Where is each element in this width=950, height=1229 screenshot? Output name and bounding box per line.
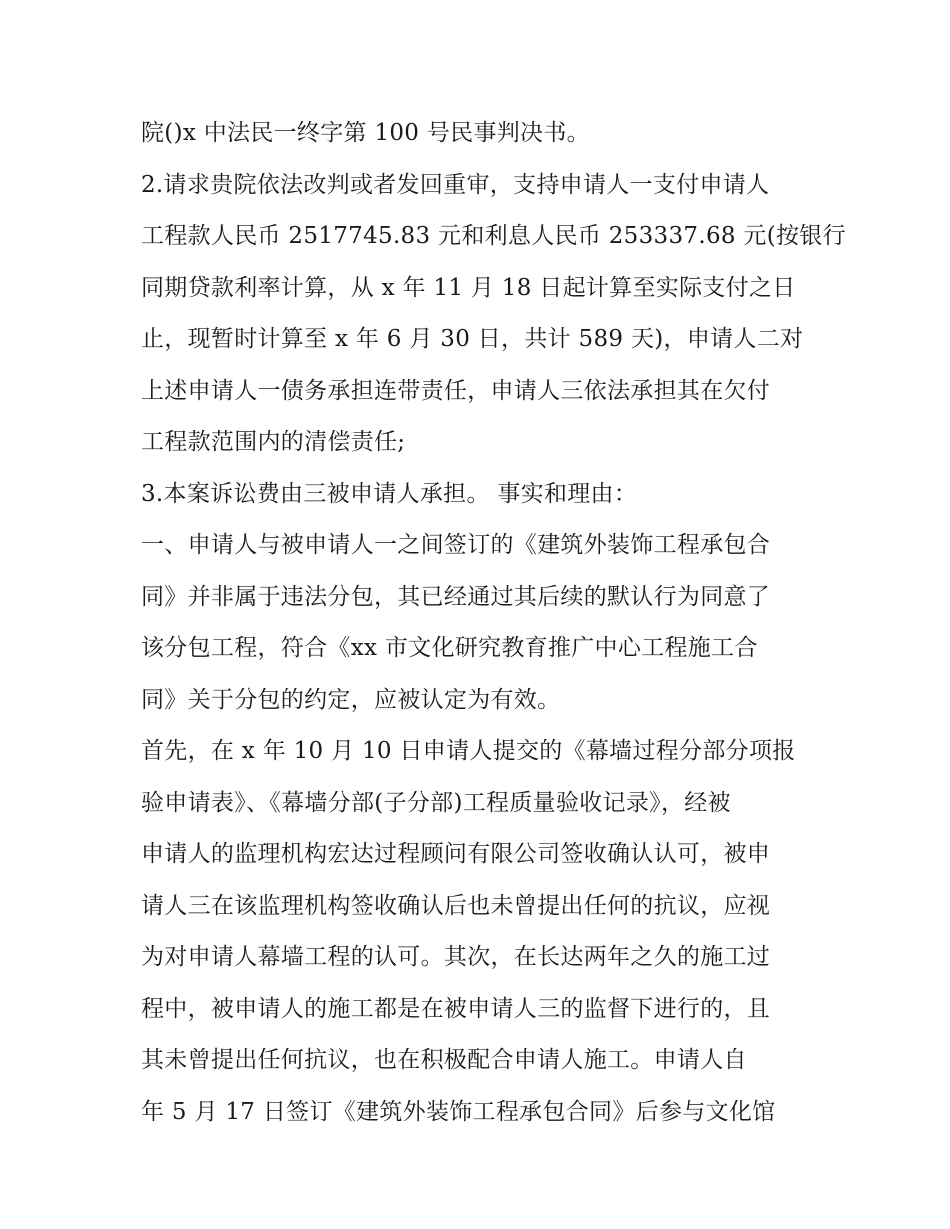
text-line: 请人三在该监理机构签收确认后也未曾提出任何的抗议，应视	[141, 892, 771, 919]
text-line: 同期贷款利率计算，从 x 年 11 月 18 日起计算至实际支付之日	[141, 274, 796, 301]
text-line: 上述申请人一债务承担连带责任，申请人三依法承担其在欠付	[141, 377, 771, 404]
text-line: 院()x 中法民一终字第 100 号民事判决书。	[141, 120, 590, 146]
text-line: 其未曾提出任何抗议，也在积极配合申请人施工。申请人自	[141, 1047, 747, 1073]
text-line: 止，现暂时计算至 x 年 6 月 30 日，共计 589 天)，申请人二对	[141, 326, 804, 352]
text-line: 申请人的监理机构宏达过程顾问有限公司签收确认认可，被申	[141, 841, 771, 867]
text-line: 该分包工程，符合《xx 市文化研究教育推广中心工程施工合	[141, 635, 758, 661]
text-line: 首先，在 x 年 10 月 10 日申请人提交的《幕墙过程分部分项报	[141, 738, 796, 764]
text-line: 3.本案诉讼费由三被申请人承担。 事实和理由：	[141, 480, 638, 507]
text-line: 验申请表》、《幕墙分部(子分部)工程质量验收记录》，经被	[141, 789, 731, 816]
text-line: 一、申请人与被申请人一之间签订的《建筑外装饰工程承包合	[141, 532, 771, 558]
document-body	[141, 108, 846, 1138]
text-line: 同》关于分包的约定，应被认定为有效。	[141, 686, 561, 713]
text-line: 程中，被申请人的施工都是在被申请人三的监督下进行的，且	[141, 995, 771, 1022]
text-line: 同》并非属于违法分包，其已经通过其后续的默认行为同意了	[141, 583, 771, 610]
text-line: 为对申请人幕墙工程的认可。其次，在长达两年之久的施工过	[141, 944, 771, 970]
text-line: 2.请求贵院依法改判或者发回重审，支持申请人一支付申请人	[141, 171, 770, 198]
text-line: 工程款范围内的清偿责任;	[141, 429, 406, 455]
text-line: 工程款人民币 2517745.83 元和利息人民币 253337.68 元(按银行	[141, 223, 846, 249]
text-line: 年 5 月 17 日签订《建筑外装饰工程承包合同》后参与文化馆	[141, 1098, 776, 1125]
